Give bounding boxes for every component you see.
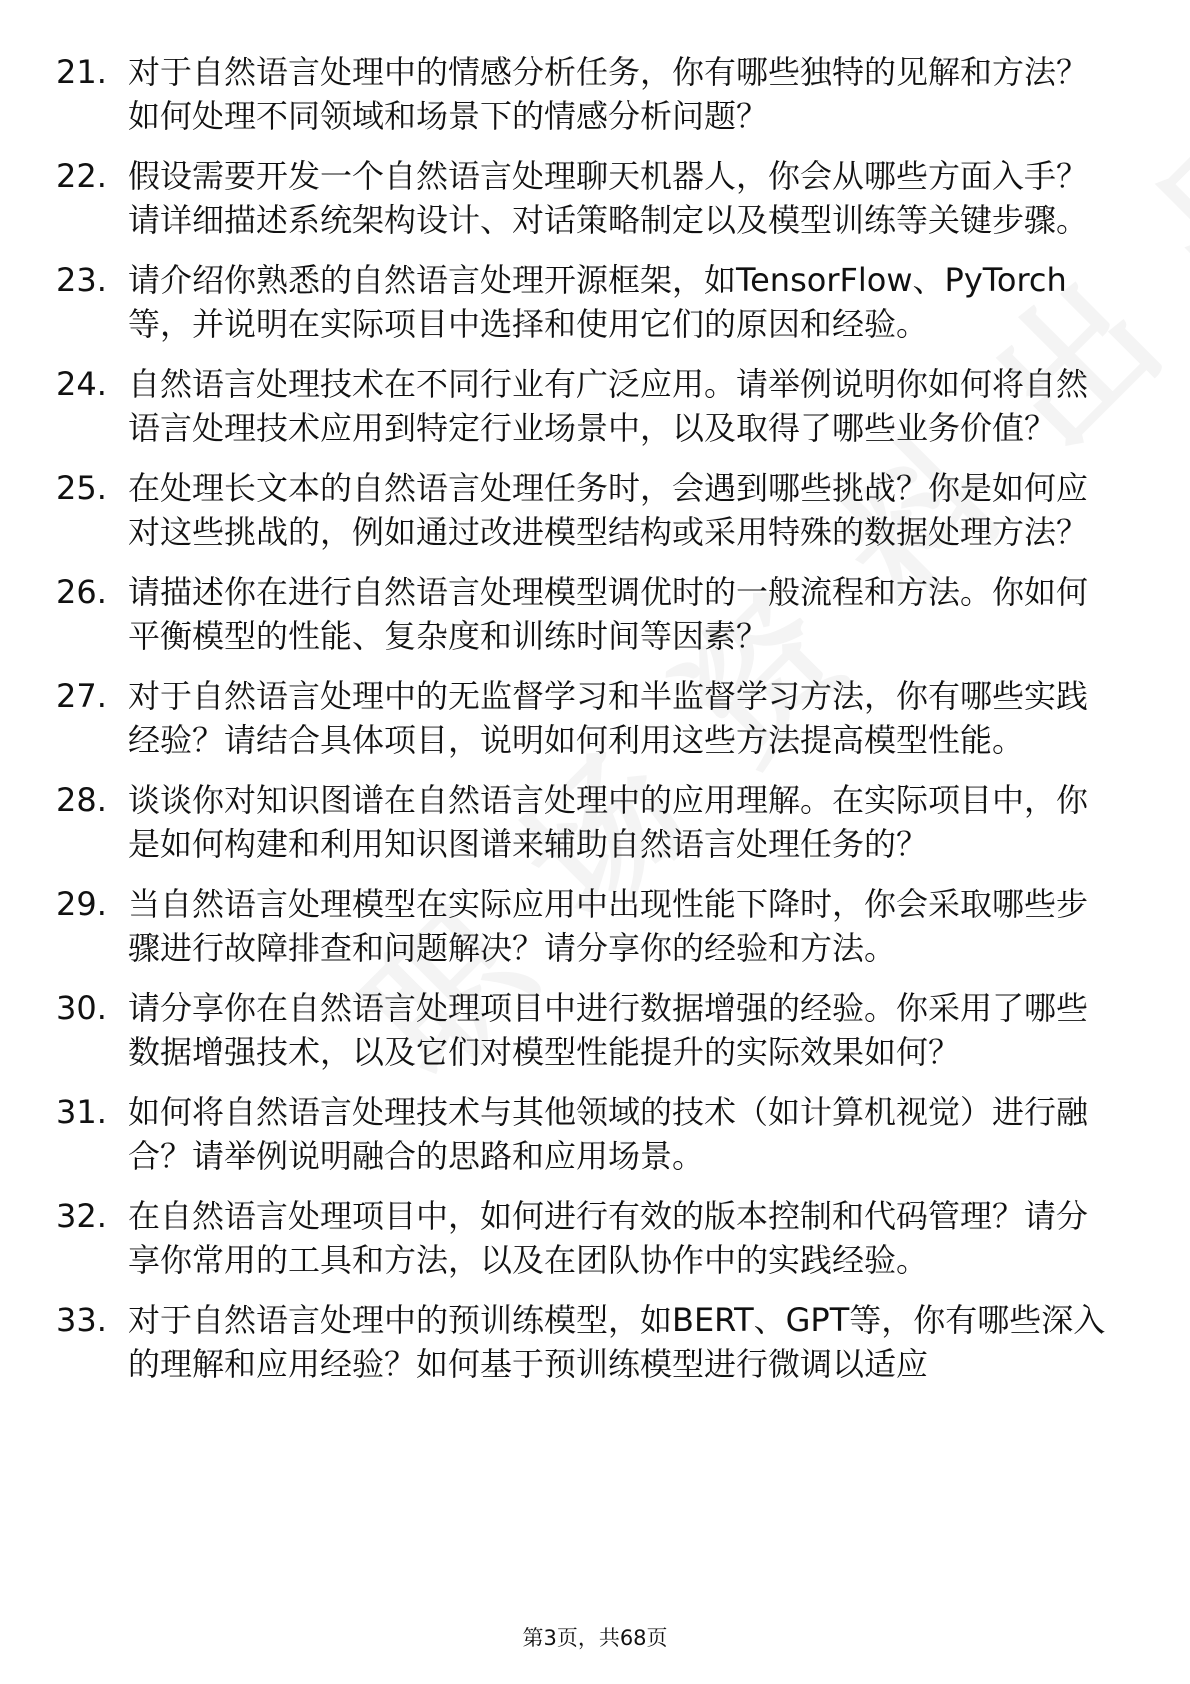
list-item <box>56 778 1116 866</box>
question-number: 22. <box>56 157 107 195</box>
question-number: 24. <box>56 365 107 403</box>
list-item <box>56 1090 1116 1178</box>
question-text: 谈谈你对知识图谱在自然语言处理中的应用理解。在实际项目中，你是如何构建和利用知识图谱来辅助自然语言处理任务的？ <box>128 781 1089 863</box>
question-text: 当自然语言处理模型在实际应用中出现性能下降时，你会采取哪些步骤进行故障排查和问题解决？请分享你的经验和方法。 <box>128 885 1089 967</box>
list-item <box>56 986 1116 1074</box>
question-number: 25. <box>56 469 107 507</box>
question-number: 29. <box>56 885 107 923</box>
list-item <box>56 154 1116 242</box>
question-text: 请介绍你熟悉的自然语言处理开源框架，如TensorFlow、PyTorch等，并说明在实际项目中选择和使用它们的原因和经验。 <box>128 261 1067 343</box>
list-item <box>56 50 1116 138</box>
question-number: 31. <box>56 1093 107 1131</box>
question-text: 对于自然语言处理中的情感分析任务，你有哪些独特的见解和方法？如何处理不同领域和场景下的情感分析问题？ <box>128 53 1089 135</box>
question-text: 对于自然语言处理中的无监督学习和半监督学习方法，你有哪些实践经验？请结合具体项目，说明如何利用这些方法提高模型性能。 <box>128 677 1089 759</box>
question-number: 21. <box>56 53 107 91</box>
list-item <box>56 570 1116 658</box>
list-item <box>56 674 1116 762</box>
question-text: 假设需要开发一个自然语言处理聊天机器人，你会从哪些方面入手？请详细描述系统架构设计、对话策略制定以及模型训练等关键步骤。 <box>128 157 1089 239</box>
question-text: 对于自然语言处理中的预训练模型，如BERT、GPT等，你有哪些深入的理解和应用经验？如何基于预训练模型进行微调以适应 <box>128 1301 1106 1383</box>
list-item <box>56 258 1116 346</box>
question-number: 28. <box>56 781 107 819</box>
question-text: 请分享你在自然语言处理项目中进行数据增强的经验。你采用了哪些数据增强技术，以及它们对模型性能提升的实际效果如何？ <box>128 989 1089 1071</box>
list-item <box>56 1298 1116 1386</box>
question-text: 如何将自然语言处理技术与其他领域的技术（如计算机视觉）进行融合？请举例说明融合的思路和应用场景。 <box>128 1093 1089 1175</box>
question-text: 在处理长文本的自然语言处理任务时，会遇到哪些挑战？你是如何应对这些挑战的，例如通过改进模型结构或采用特殊的数据处理方法？ <box>128 469 1089 551</box>
question-number: 32. <box>56 1197 107 1235</box>
list-item <box>56 1194 1116 1282</box>
list-item <box>56 362 1116 450</box>
question-number: 27. <box>56 677 107 715</box>
question-text: 自然语言处理技术在不同行业有广泛应用。请举例说明你如何将自然语言处理技术应用到特定行业场景中，以及取得了哪些业务价值？ <box>128 365 1089 447</box>
question-number: 30. <box>56 989 107 1027</box>
question-number: 33. <box>56 1301 107 1339</box>
page-number: 第3页，共68页 <box>522 1626 668 1650</box>
question-number: 23. <box>56 261 107 299</box>
question-text: 在自然语言处理项目中，如何进行有效的版本控制和代码管理？请分享你常用的工具和方法，以及在团队协作中的实践经验。 <box>128 1197 1089 1279</box>
question-list <box>56 50 1116 1402</box>
list-item <box>56 882 1116 970</box>
list-item <box>56 466 1116 554</box>
question-number: 26. <box>56 573 107 611</box>
question-text: 请描述你在进行自然语言处理模型调优时的一般流程和方法。你如何平衡模型的性能、复杂度和训练时间等因素？ <box>128 573 1089 655</box>
